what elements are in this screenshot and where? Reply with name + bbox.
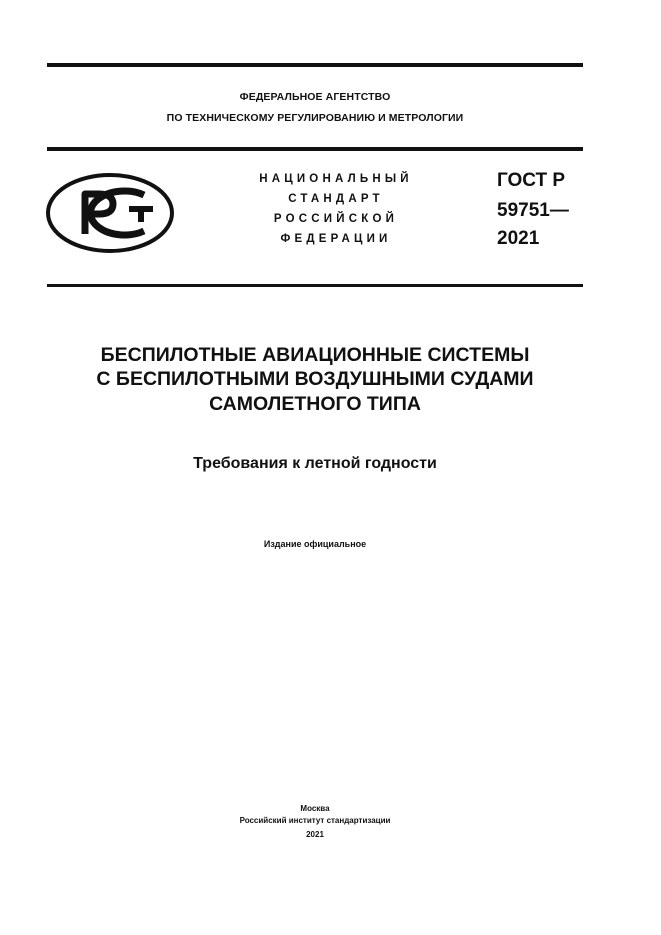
imprint-city: Москва xyxy=(300,804,330,813)
document-title-line-2: С БЕСПИЛОТНЫМИ ВОЗДУШНЫМИ СУДАМИ xyxy=(96,368,534,390)
imprint-publisher: Российский институт стандартизации xyxy=(239,816,391,825)
header-rule xyxy=(47,147,583,151)
edition-note: Издание официальное xyxy=(263,539,367,549)
designation-line-2: 59751— xyxy=(497,200,569,221)
standard-type-line-3: РОССИЙСКОЙ xyxy=(273,213,399,225)
designation-line-1: ГОСТ Р xyxy=(497,170,566,191)
document-subtitle: Требования к летной годности xyxy=(193,455,437,472)
designation-line-3: 2021 xyxy=(497,228,540,249)
agency-name-line-2: ПО ТЕХНИЧЕСКОМУ РЕГУЛИРОВАНИЮ И МЕТРОЛОГИИ xyxy=(166,112,464,124)
document-title-line-1: БЕСПИЛОТНЫЕ АВИАЦИОННЫЕ СИСТЕМЫ xyxy=(100,344,530,366)
section-rule xyxy=(47,284,583,287)
rst-certification-mark-icon xyxy=(45,172,175,254)
document-title-line-3: САМОЛЕТНОГО ТИПА xyxy=(209,393,421,415)
standard-type-line-2: СТАНДАРТ xyxy=(288,193,384,205)
standard-type-line-1: НАЦИОНАЛЬНЫЙ xyxy=(259,173,413,185)
standard-type-line-4: ФЕДЕРАЦИИ xyxy=(280,233,392,245)
top-rule xyxy=(47,63,583,67)
imprint-year: 2021 xyxy=(306,830,324,839)
agency-name-line-1: ФЕДЕРАЛЬНОЕ АГЕНТСТВО xyxy=(239,91,391,103)
